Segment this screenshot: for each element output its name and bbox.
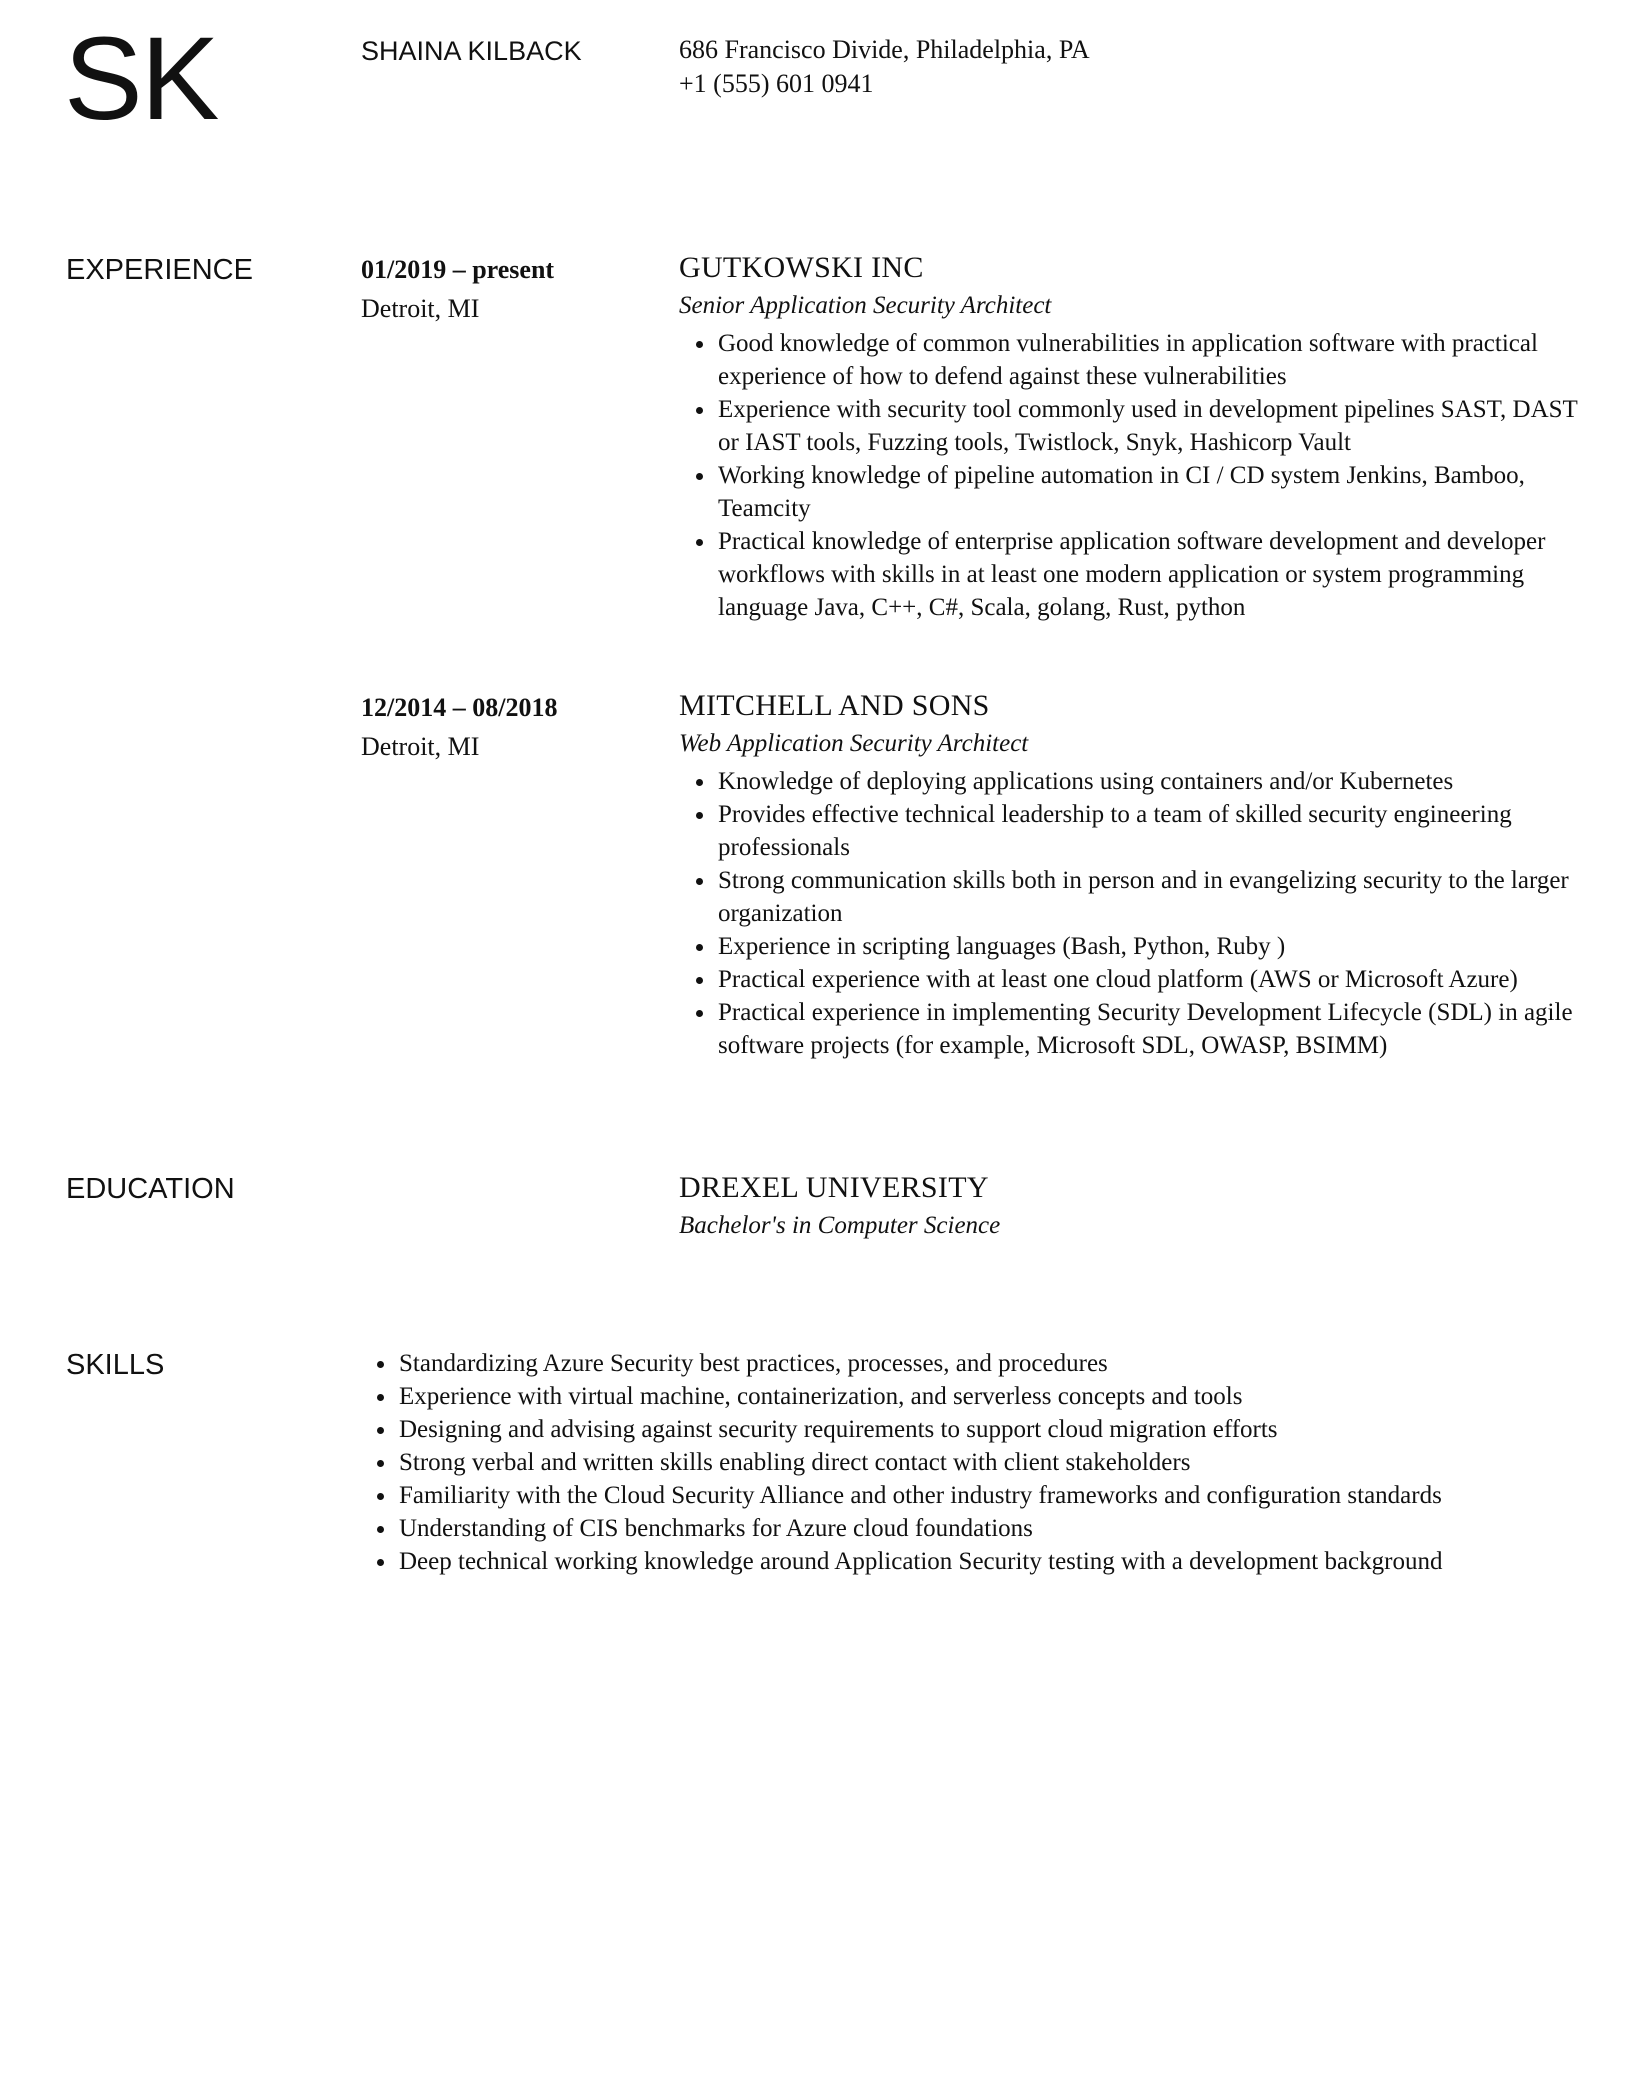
list-item: Working knowledge of pipeline automation in CI / CD system Jenkins, Bamboo, Teamcity xyxy=(718,459,1579,525)
job-dates: 12/2014 – 08/2018 xyxy=(361,693,558,722)
job-dates: 01/2019 – present xyxy=(361,255,555,284)
degree: Bachelor's in Computer Science xyxy=(679,1212,1001,1239)
list-item: Strong verbal and written skills enabling direct contact with client stakeholders xyxy=(399,1446,1601,1479)
skills-list xyxy=(361,1347,1601,1578)
skills-heading: SKILLS xyxy=(66,1349,165,1381)
list-item: Experience in scripting languages (Bash, Python, Ruby ) xyxy=(718,930,1579,963)
list-item: Knowledge of deploying applications using containers and/or Kubernetes xyxy=(718,765,1579,798)
list-item: Practical knowledge of enterprise application software development and developer workflows with skills in at least one modern application or system programming language Java, C++, C#, Scala, golang, Rust, python xyxy=(718,525,1579,624)
list-item: Provides effective technical leadership to a team of skilled security engineering professionals xyxy=(718,798,1579,864)
monogram: SK xyxy=(64,13,218,145)
education-heading: EDUCATION xyxy=(66,1173,235,1205)
company-name: GUTKOWSKI INC xyxy=(679,251,924,284)
job-location: Detroit, MI xyxy=(361,732,480,761)
job-title: Web Application Security Architect xyxy=(679,730,1029,757)
list-item: Understanding of CIS benchmarks for Azure cloud foundations xyxy=(399,1512,1601,1545)
list-item: Good knowledge of common vulnerabilities in application software with practical experience of how to defend against these vulnerabilities xyxy=(718,327,1579,393)
job-title: Senior Application Security Architect xyxy=(679,292,1052,319)
candidate-name: SHAINA KILBACK xyxy=(361,36,582,66)
address: 686 Francisco Divide, Philadelphia, PA xyxy=(679,35,1090,64)
school-name: DREXEL UNIVERSITY xyxy=(679,1171,989,1204)
job-meta xyxy=(361,250,554,328)
experience-heading: EXPERIENCE xyxy=(66,254,253,286)
job-location: Detroit, MI xyxy=(361,294,480,323)
list-item: Practical experience with at least one cloud platform (AWS or Microsoft Azure) xyxy=(718,963,1579,996)
list-item: Practical experience in implementing Security Development Lifecycle (SDL) in agile software projects (for example, Microsoft SDL, OWASP, BSIMM) xyxy=(718,996,1579,1062)
list-item: Familiarity with the Cloud Security Alliance and other industry frameworks and configuration standards xyxy=(399,1479,1601,1512)
list-item: Standardizing Azure Security best practices, processes, and procedures xyxy=(399,1347,1601,1380)
job-entry xyxy=(679,687,1579,1062)
education-entry xyxy=(679,1169,1579,1245)
list-item: Strong communication skills both in person and in evangelizing security to the larger organization xyxy=(718,864,1579,930)
job-entry xyxy=(679,249,1579,624)
list-item: Experience with security tool commonly used in development pipelines SAST, DAST or IAST tools, Fuzzing tools, Twistlock, Snyk, Hashicorp Vault xyxy=(718,393,1579,459)
job-bullets xyxy=(679,327,1579,624)
company-name: MITCHELL AND SONS xyxy=(679,689,990,722)
list-item: Designing and advising against security requirements to support cloud migration efforts xyxy=(399,1413,1601,1446)
list-item: Experience with virtual machine, containerization, and serverless concepts and tools xyxy=(399,1380,1601,1413)
skills-list-container xyxy=(361,1347,1601,1578)
job-meta xyxy=(361,688,557,766)
job-bullets xyxy=(679,765,1579,1062)
contact-info xyxy=(679,33,1090,101)
list-item: Deep technical working knowledge around Application Security testing with a development background xyxy=(399,1545,1601,1578)
phone: +1 (555) 601 0941 xyxy=(679,69,874,98)
